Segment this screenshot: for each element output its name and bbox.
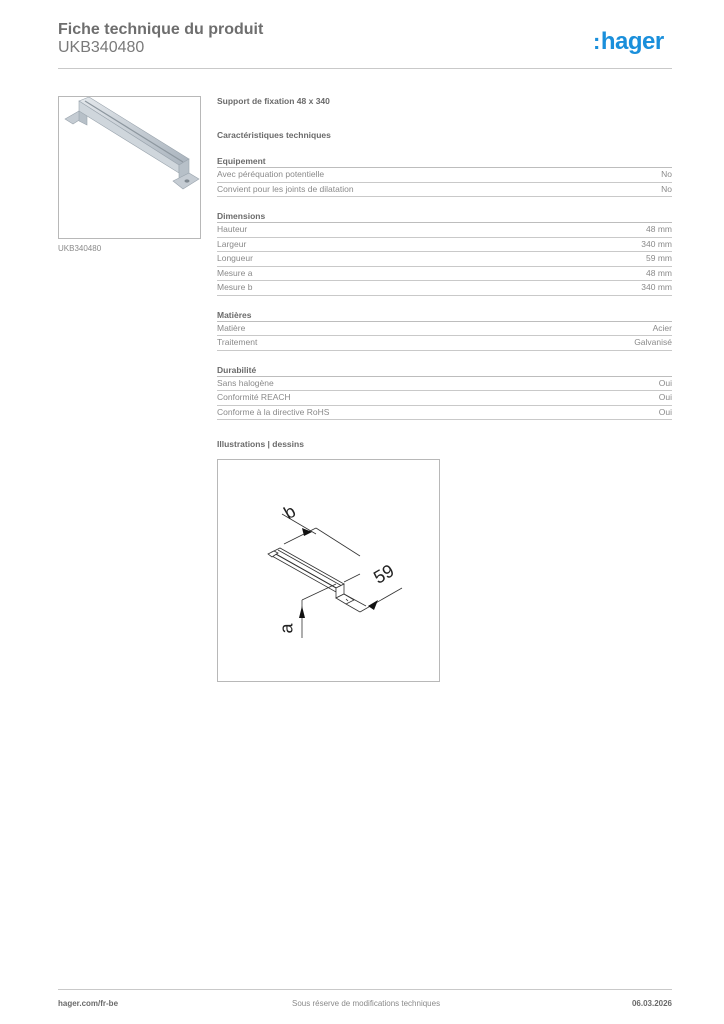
spec-label: Convient pour les joints de dilatation: [217, 183, 354, 194]
logo-colon: :: [593, 29, 600, 54]
spec-value: 59 mm: [646, 253, 672, 263]
spec-value: 340 mm: [641, 282, 672, 292]
spec-value: 48 mm: [646, 224, 672, 234]
logo-text: hager: [600, 28, 664, 55]
section-heading: Durabilité: [217, 365, 672, 377]
spec-row: [217, 183, 672, 198]
spec-value: Acier: [652, 322, 672, 333]
product-name: Support de fixation 48 x 340: [217, 96, 330, 106]
spec-row: [217, 238, 672, 253]
section-durabilite: [217, 365, 672, 421]
footer-divider: [58, 989, 672, 990]
spec-label: Hauteur: [217, 224, 248, 234]
spec-row: [217, 322, 672, 337]
section-heading: Equipement: [217, 156, 672, 168]
dimension-drawing-icon: [218, 460, 441, 683]
section-dimensions: [217, 211, 672, 296]
product-image: [58, 96, 201, 239]
mounting-bracket-icon: [59, 97, 202, 240]
spec-label: Sans halogène: [217, 377, 274, 388]
spec-label: Conformité REACH: [217, 392, 291, 402]
spec-value: No: [661, 183, 672, 194]
spec-row: [217, 281, 672, 296]
section-heading: Dimensions: [217, 211, 672, 223]
spec-value: Oui: [658, 377, 672, 388]
section-equipement: [217, 156, 672, 197]
spec-label: Mesure b: [217, 282, 253, 292]
footer-disclaimer: Sous réserve de modifications techniques: [292, 999, 441, 1008]
spec-row: [217, 336, 672, 351]
spec-value: Galvanisé: [634, 337, 672, 347]
product-details: [217, 96, 672, 420]
footer-date: 06.03.2026: [631, 999, 672, 1008]
section-heading: Matières: [217, 310, 672, 322]
dimension-label-59: 59: [370, 560, 398, 588]
spec-label: Largeur: [217, 238, 247, 249]
spec-label: Traitement: [217, 337, 258, 347]
spec-value: Oui: [658, 392, 672, 402]
spec-value: 48 mm: [646, 267, 672, 278]
spec-row: [217, 377, 672, 392]
spec-row: [217, 252, 672, 267]
dimension-label-a: a: [276, 623, 297, 634]
illustrations-title: Illustrations | dessins: [217, 439, 304, 449]
spec-label: Avec péréquation potentielle: [217, 169, 325, 179]
spec-row: [217, 267, 672, 282]
spec-label: Mesure a: [217, 267, 253, 278]
characteristics-title: Caractéristiques techniques: [217, 130, 331, 140]
header-divider: [58, 68, 672, 69]
spec-label: Longueur: [217, 253, 253, 263]
footer-website-link[interactable]: hager.com/fr-be: [58, 999, 119, 1008]
dimension-label-b: b: [280, 500, 300, 524]
spec-label: Conforme à la directive RoHS: [217, 406, 330, 417]
spec-value: No: [661, 169, 672, 179]
product-reference: UKB340480: [58, 39, 145, 56]
spec-row: [217, 168, 672, 183]
spec-value: 340 mm: [641, 238, 672, 249]
spec-value: Oui: [658, 406, 672, 417]
dimension-drawing: [217, 459, 440, 682]
spec-row: [217, 391, 672, 406]
section-matieres: [217, 310, 672, 351]
spec-label: Matière: [217, 322, 246, 333]
product-image-caption: UKB340480: [58, 244, 102, 253]
hager-logo: [593, 28, 664, 56]
spec-row: [217, 223, 672, 238]
page-title: Fiche technique du produit: [58, 21, 264, 38]
spec-row: [217, 406, 672, 421]
